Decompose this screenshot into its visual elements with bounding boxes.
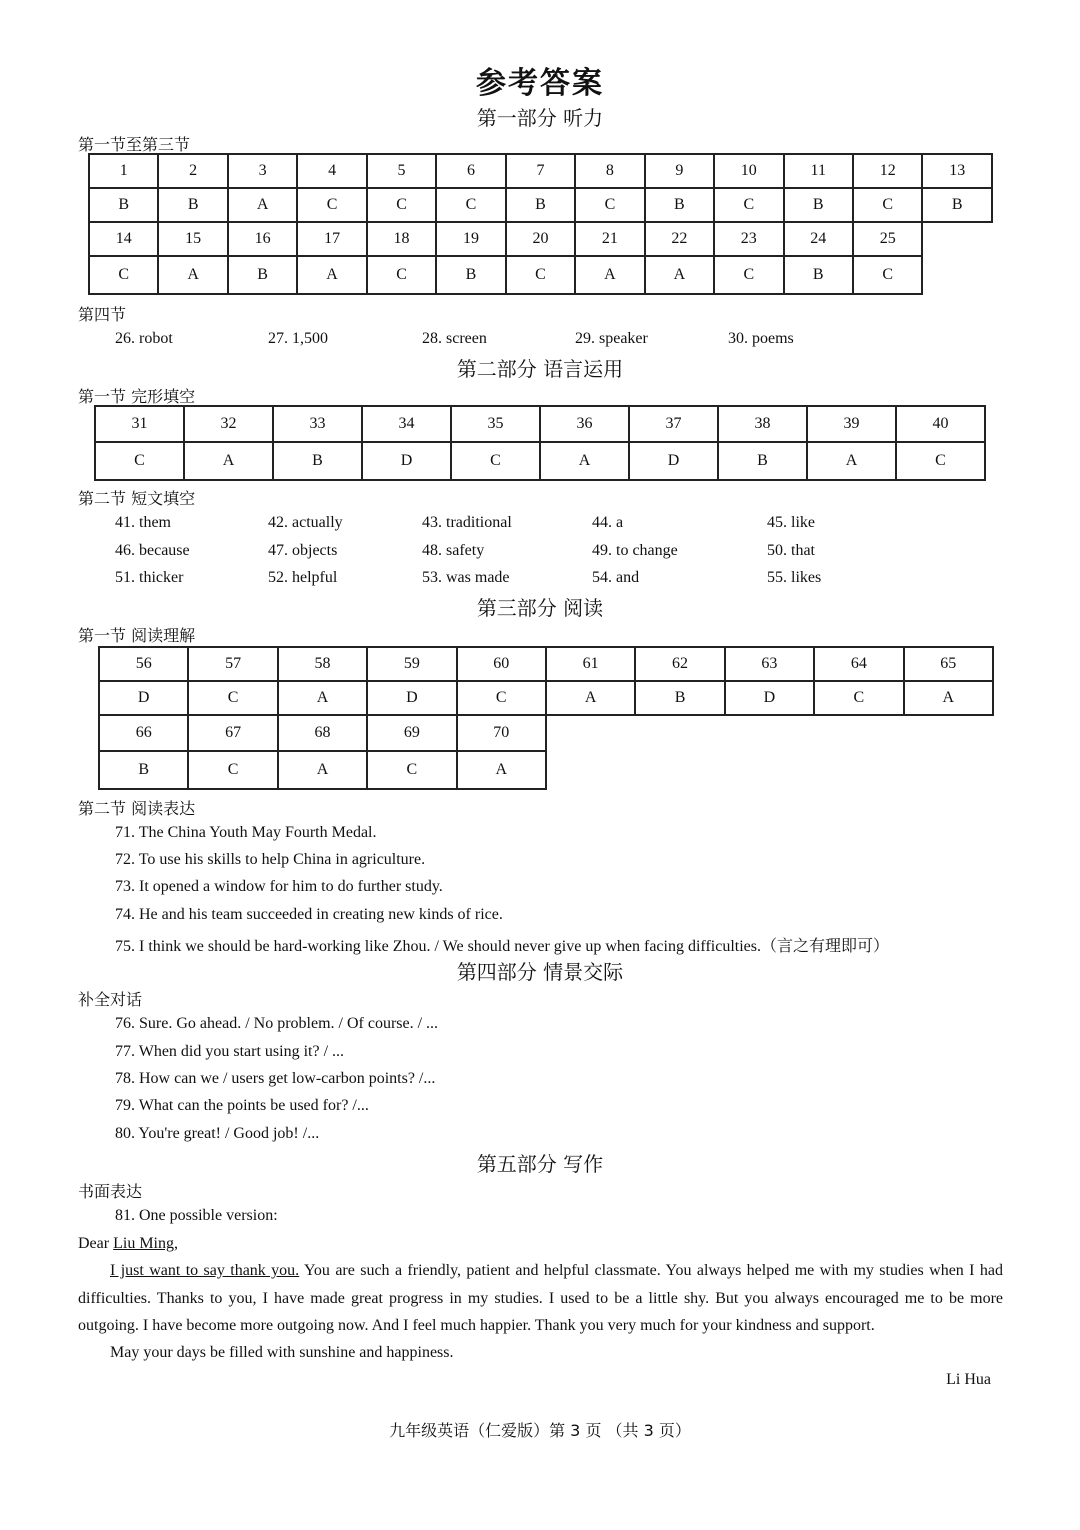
answer-cell: B — [784, 188, 853, 222]
num-cell: 31 — [95, 406, 184, 442]
table-row — [89, 154, 992, 188]
part4-label: 补全对话 — [78, 990, 143, 1009]
num-cell: 9 — [645, 154, 714, 188]
answer-cell: D — [362, 442, 451, 480]
answer-cell: A — [575, 256, 644, 294]
num-cell: 67 — [188, 715, 277, 751]
num-cell: 68 — [278, 715, 367, 751]
num-cell: 56 — [99, 647, 188, 681]
num-cell: 17 — [297, 222, 366, 256]
answer-cell: A — [540, 442, 629, 480]
answer-cell: C — [853, 256, 922, 294]
answer-cell: C — [506, 256, 575, 294]
answer-cell: A — [457, 751, 546, 789]
num-cell: 60 — [457, 647, 546, 681]
answer-cell: C — [367, 188, 436, 222]
answer-item: 41. them — [115, 514, 171, 531]
answer-cell: C — [814, 681, 903, 715]
empty-cell — [814, 751, 903, 789]
num-cell: 20 — [506, 222, 575, 256]
num-cell: 69 — [367, 715, 456, 751]
empty-cell — [546, 715, 635, 751]
num-cell: 57 — [188, 647, 277, 681]
num-cell: 3 — [228, 154, 297, 188]
essay-underlined-sentence: I just want to say thank you. — [110, 1262, 300, 1279]
table-row — [89, 256, 992, 294]
essay-intro: 81. One possible version: — [115, 1207, 278, 1224]
answer-cell: C — [367, 256, 436, 294]
answer-cell: A — [297, 256, 366, 294]
answer-item: 44. a — [592, 514, 624, 531]
answer-item: 42. actually — [268, 514, 343, 531]
num-cell: 21 — [575, 222, 644, 256]
table-row — [99, 751, 993, 789]
num-cell: 65 — [904, 647, 993, 681]
essay-body: You are such a friendly, patient and helpful classmate. You always helped me with my studies when I had difficulties. Thanks to you, I have made great progress in my studies. I used to be a little shy. But you always encouraged me to be more outgoing. I have become more outgoing now. And I feel much happier. Thank you very much for your kindness and support. — [78, 1262, 1003, 1334]
num-cell: 5 — [367, 154, 436, 188]
num-cell: 37 — [629, 406, 718, 442]
answer-item: 77. When did you start using it? / ... — [115, 1043, 345, 1060]
signature: Li Hua — [946, 1371, 991, 1388]
answer-cell: D — [367, 681, 456, 715]
part3-sec1-label: 第一节 阅读理解 — [78, 626, 196, 645]
answer-cell: B — [645, 188, 714, 222]
answer-cell: C — [714, 256, 783, 294]
answer-cell: A — [904, 681, 993, 715]
num-cell: 39 — [807, 406, 896, 442]
answer-cell: D — [629, 442, 718, 480]
answer-item: 75. I think we should be hard-working like Zhou. / We should never give up when facing difficulties.（言之有理即可） — [115, 938, 889, 955]
answer-cell: C — [457, 681, 546, 715]
part3-sec2-label: 第二节 阅读表达 — [78, 799, 196, 818]
answer-cell: B — [273, 442, 362, 480]
table-row — [99, 681, 993, 715]
answer-cell: B — [718, 442, 807, 480]
num-cell: 59 — [367, 647, 456, 681]
empty-cell — [922, 256, 992, 294]
answer-cell: A — [278, 681, 367, 715]
num-cell: 19 — [436, 222, 505, 256]
essay-paragraph — [78, 1257, 1003, 1340]
answer-item: 51. thicker — [115, 569, 184, 586]
page-title: 参考答案 — [476, 66, 604, 101]
answer-item: 76. Sure. Go ahead. / No problem. / Of course. / ... — [115, 1015, 439, 1032]
table-row — [89, 222, 992, 256]
num-cell: 13 — [922, 154, 992, 188]
num-cell: 61 — [546, 647, 635, 681]
answer-item: 53. was made — [422, 569, 510, 586]
num-cell: 22 — [645, 222, 714, 256]
table-row — [99, 647, 993, 681]
answer-cell: B — [784, 256, 853, 294]
num-cell: 4 — [297, 154, 366, 188]
answer-cell: B — [158, 188, 227, 222]
salutation — [78, 1235, 178, 1253]
num-cell: 12 — [853, 154, 922, 188]
table-row — [89, 188, 992, 222]
answer-cell: B — [922, 188, 992, 222]
answer-cell: A — [228, 188, 297, 222]
answer-item: 45. like — [767, 514, 815, 531]
answer-cell: B — [99, 751, 188, 789]
answer-item: 48. safety — [422, 542, 485, 559]
num-cell: 2 — [158, 154, 227, 188]
answer-item: 47. objects — [268, 542, 338, 559]
answer-cell: C — [714, 188, 783, 222]
num-cell: 62 — [635, 647, 724, 681]
answer-cell: C — [367, 751, 456, 789]
num-cell: 63 — [725, 647, 814, 681]
part1-sec4-label: 第四节 — [78, 305, 127, 324]
answer-cell: B — [89, 188, 158, 222]
answer-cell: A — [184, 442, 273, 480]
answer-item: 79. What can the points be used for? /... — [115, 1097, 369, 1114]
part5-label: 书面表达 — [78, 1182, 143, 1201]
answer-cell: C — [188, 681, 277, 715]
num-cell: 40 — [896, 406, 985, 442]
answer-cell: D — [725, 681, 814, 715]
num-cell: 11 — [784, 154, 853, 188]
answer-item: 54. and — [592, 569, 640, 586]
part2-sec2-label: 第二节 短文填空 — [78, 489, 196, 508]
num-cell: 66 — [99, 715, 188, 751]
answer-cell: C — [451, 442, 540, 480]
num-cell: 35 — [451, 406, 540, 442]
num-cell: 10 — [714, 154, 783, 188]
part5-heading: 第五部分 写作 — [476, 1152, 604, 1176]
part3-heading: 第三部分 阅读 — [476, 596, 604, 620]
answer-cell: C — [575, 188, 644, 222]
answer-cell: B — [506, 188, 575, 222]
answer-item: 43. traditional — [422, 514, 512, 531]
answer-cell: A — [546, 681, 635, 715]
num-cell: 14 — [89, 222, 158, 256]
answer-item: 55. likes — [767, 569, 822, 586]
part3-answer-table — [98, 646, 994, 790]
part1-heading: 第一部分 听力 — [476, 106, 604, 130]
answer-cell: C — [95, 442, 184, 480]
part4-heading: 第四部分 情景交际 — [456, 960, 624, 984]
num-cell: 18 — [367, 222, 436, 256]
answer-item: 80. You're great! / Good job! /... — [115, 1125, 320, 1142]
answer-cell: B — [436, 256, 505, 294]
num-cell: 25 — [853, 222, 922, 256]
part1-sec1-3-label: 第一节至第三节 — [78, 135, 191, 154]
num-cell: 58 — [278, 647, 367, 681]
empty-cell — [635, 715, 724, 751]
answer-cell: C — [297, 188, 366, 222]
page-footer: 九年级英语（仁爱版）第 3 页 （共 3 页） — [389, 1421, 691, 1440]
salutation-name: Liu Ming, — [113, 1235, 178, 1252]
empty-cell — [725, 751, 814, 789]
answer-cell: C — [436, 188, 505, 222]
part2-heading: 第二部分 语言运用 — [456, 357, 624, 381]
table-row — [99, 715, 993, 751]
empty-cell — [904, 715, 993, 751]
answer-cell: B — [228, 256, 297, 294]
part1-answer-table — [88, 153, 993, 295]
num-cell: 24 — [784, 222, 853, 256]
num-cell: 16 — [228, 222, 297, 256]
answer-item: 71. The China Youth May Fourth Medal. — [115, 824, 377, 841]
answer-item: 29. speaker — [575, 330, 648, 347]
answer-cell: A — [807, 442, 896, 480]
answer-item: 73. It opened a window for him to do further study. — [115, 878, 443, 895]
answer-cell: C — [89, 256, 158, 294]
answer-item: 28. screen — [422, 330, 487, 347]
answer-item: 52. helpful — [268, 569, 338, 586]
answer-cell: A — [278, 751, 367, 789]
part2-sec1-label: 第一节 完形填空 — [78, 387, 196, 406]
num-cell: 38 — [718, 406, 807, 442]
answer-cell: A — [645, 256, 714, 294]
answer-item: 74. He and his team succeeded in creating new kinds of rice. — [115, 906, 503, 923]
answer-cell: A — [158, 256, 227, 294]
answer-item: 72. To use his skills to help China in agriculture. — [115, 851, 426, 868]
num-cell: 6 — [436, 154, 505, 188]
answer-cell: C — [896, 442, 985, 480]
num-cell: 23 — [714, 222, 783, 256]
essay-closing: May your days be filled with sunshine and happiness. — [110, 1344, 454, 1361]
empty-cell — [546, 751, 635, 789]
num-cell: 70 — [457, 715, 546, 751]
empty-cell — [904, 751, 993, 789]
empty-cell — [814, 715, 903, 751]
answer-cell: B — [635, 681, 724, 715]
answer-cell: C — [853, 188, 922, 222]
empty-cell — [725, 715, 814, 751]
num-cell: 33 — [273, 406, 362, 442]
empty-cell — [922, 222, 992, 256]
answer-item: 26. robot — [115, 330, 173, 347]
num-cell: 34 — [362, 406, 451, 442]
table-row — [95, 442, 985, 480]
answer-item: 27. 1,500 — [268, 330, 328, 347]
answer-cell: D — [99, 681, 188, 715]
answer-item: 50. that — [767, 542, 815, 559]
num-cell: 7 — [506, 154, 575, 188]
num-cell: 36 — [540, 406, 629, 442]
answer-item: 46. because — [115, 542, 190, 559]
answer-item: 30. poems — [728, 330, 794, 347]
answer-item: 78. How can we / users get low-carbon points? /... — [115, 1070, 436, 1087]
num-cell: 32 — [184, 406, 273, 442]
answer-item: 49. to change — [592, 542, 678, 559]
answer-cell: C — [188, 751, 277, 789]
table-row — [95, 406, 985, 442]
part2-answer-table — [94, 405, 986, 481]
num-cell: 15 — [158, 222, 227, 256]
num-cell: 1 — [89, 154, 158, 188]
num-cell: 64 — [814, 647, 903, 681]
salutation-prefix: Dear — [78, 1235, 114, 1252]
num-cell: 8 — [575, 154, 644, 188]
empty-cell — [635, 751, 724, 789]
